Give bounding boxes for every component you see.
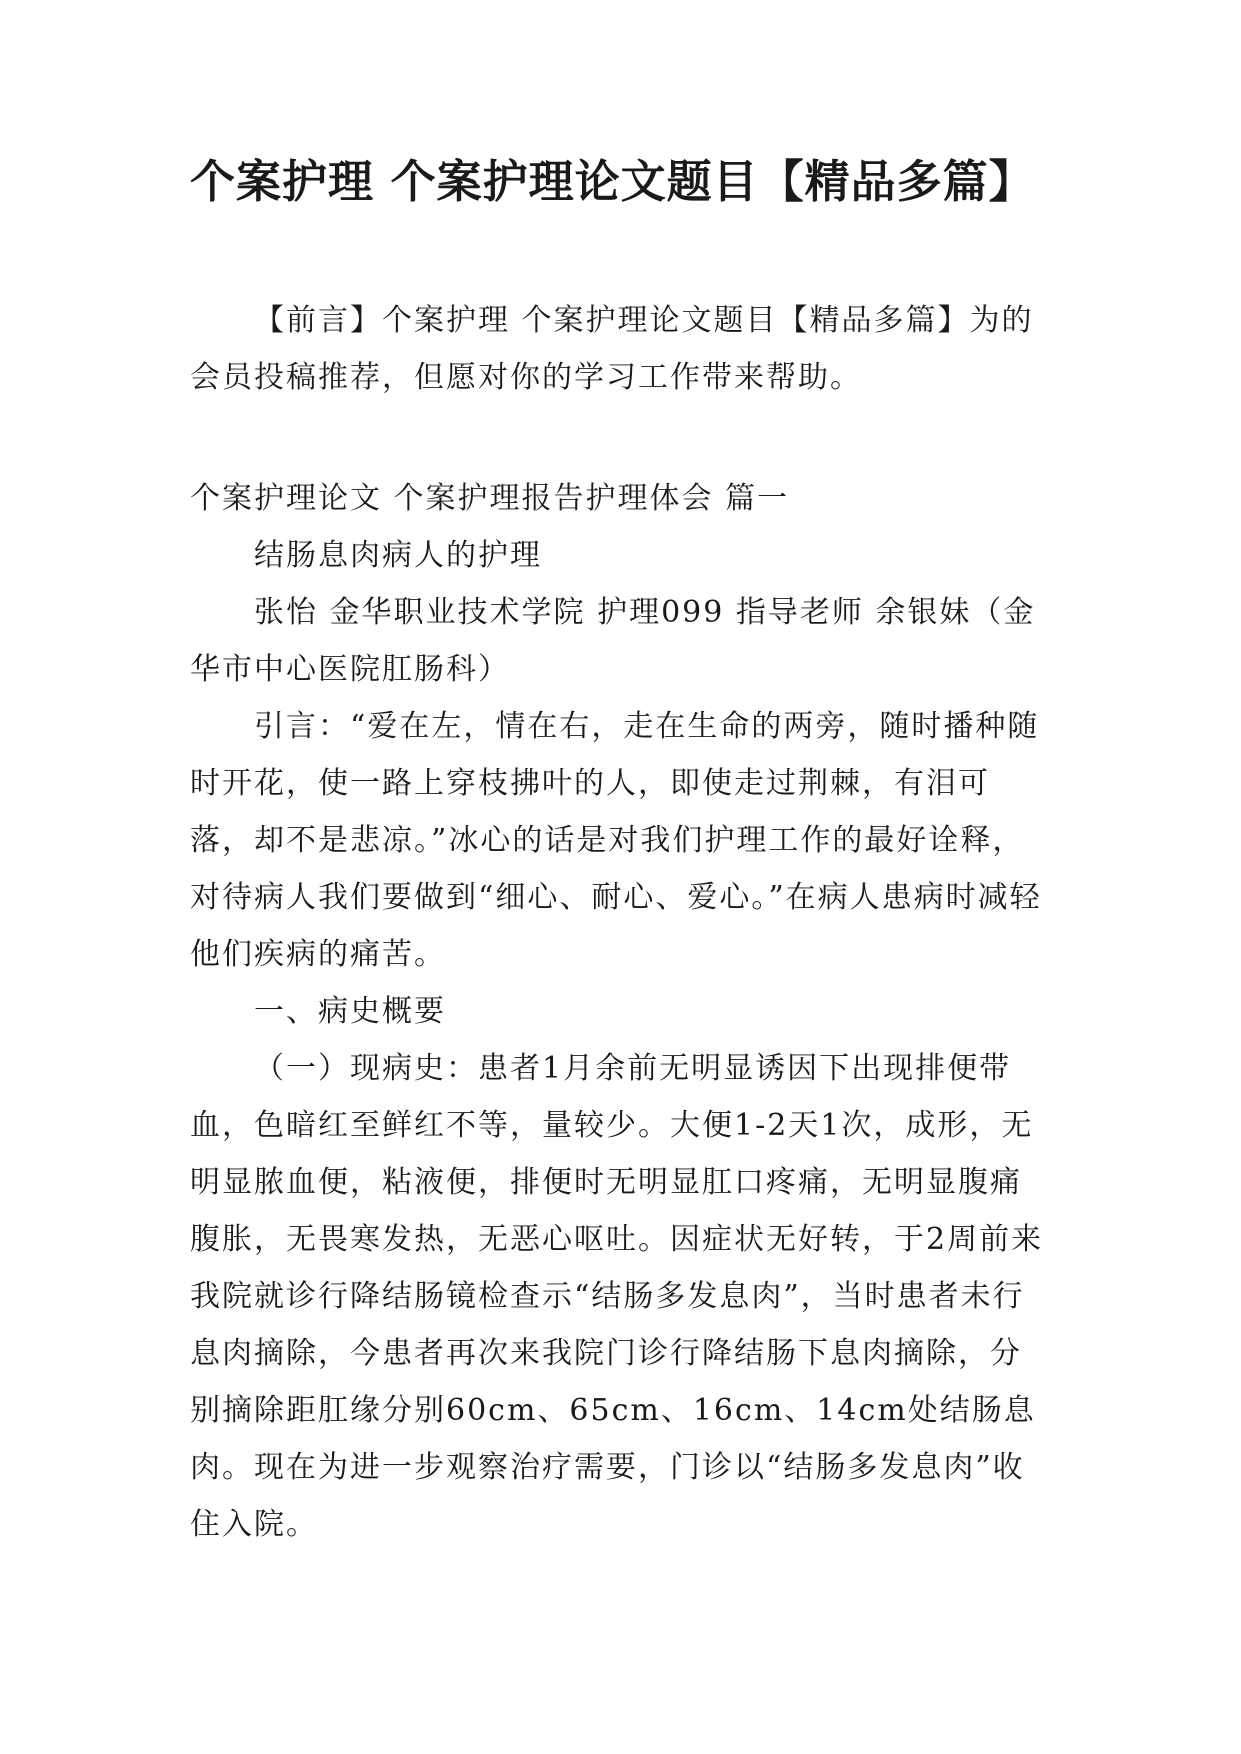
author-line: 张怡 金华职业技术学院 护理099 指导老师 余银妹（金华市中心医院肛肠科） xyxy=(190,595,1036,687)
section-heading: 个案护理论文 个案护理报告护理体会 篇一 xyxy=(190,481,790,516)
article-title: 结肠息肉病人的护理 xyxy=(254,538,542,573)
article-body xyxy=(190,470,1052,1553)
subheading-history: 一、病史概要 xyxy=(254,994,446,1029)
preface-paragraph: 【前言】个案护理 个案护理论文题目【精品多篇】为的会员投稿推荐，但愿对你的学习工作带来帮助。 xyxy=(190,303,1034,395)
document-title: 个案护理 个案护理论文题目【精品多篇】 xyxy=(190,155,1035,208)
preface-block xyxy=(190,292,1052,406)
history-paragraph: （一）现病史：患者1月余前无明显诱因下出现排便带血，色暗红至鲜红不等，量较少。大便1-2天1次，成形，无明显脓血便，粘液便，排便时无明显肛口疼痛，无明显腹痛腹胀，无畏寒发热，无恶心呕吐。因症状无好转，于2周前来我院就诊行降结肠镜检查示“结肠多发息肉”，当时患者未行息肉摘除，今患者再次来我院门诊行降结肠下息肉摘除，分别摘除距肛缘分别60cm、65cm、16cm、14cm处结肠息肉。现在为进一步观察治疗需要，门诊以“结肠多发息肉”收住入院。 xyxy=(190,1051,1044,1542)
introduction-paragraph: 引言：“爱在左，情在右，走在生命的两旁，随时播种随时开花，使一路上穿枝拂叶的人，即使走过荆棘，有泪可落，却不是悲凉。”冰心的话是对我们护理工作的最好诠释，对待病人我们要做到“细心、耐心、爱心。”在病人患病时减轻他们疾病的痛苦。 xyxy=(190,709,1042,972)
